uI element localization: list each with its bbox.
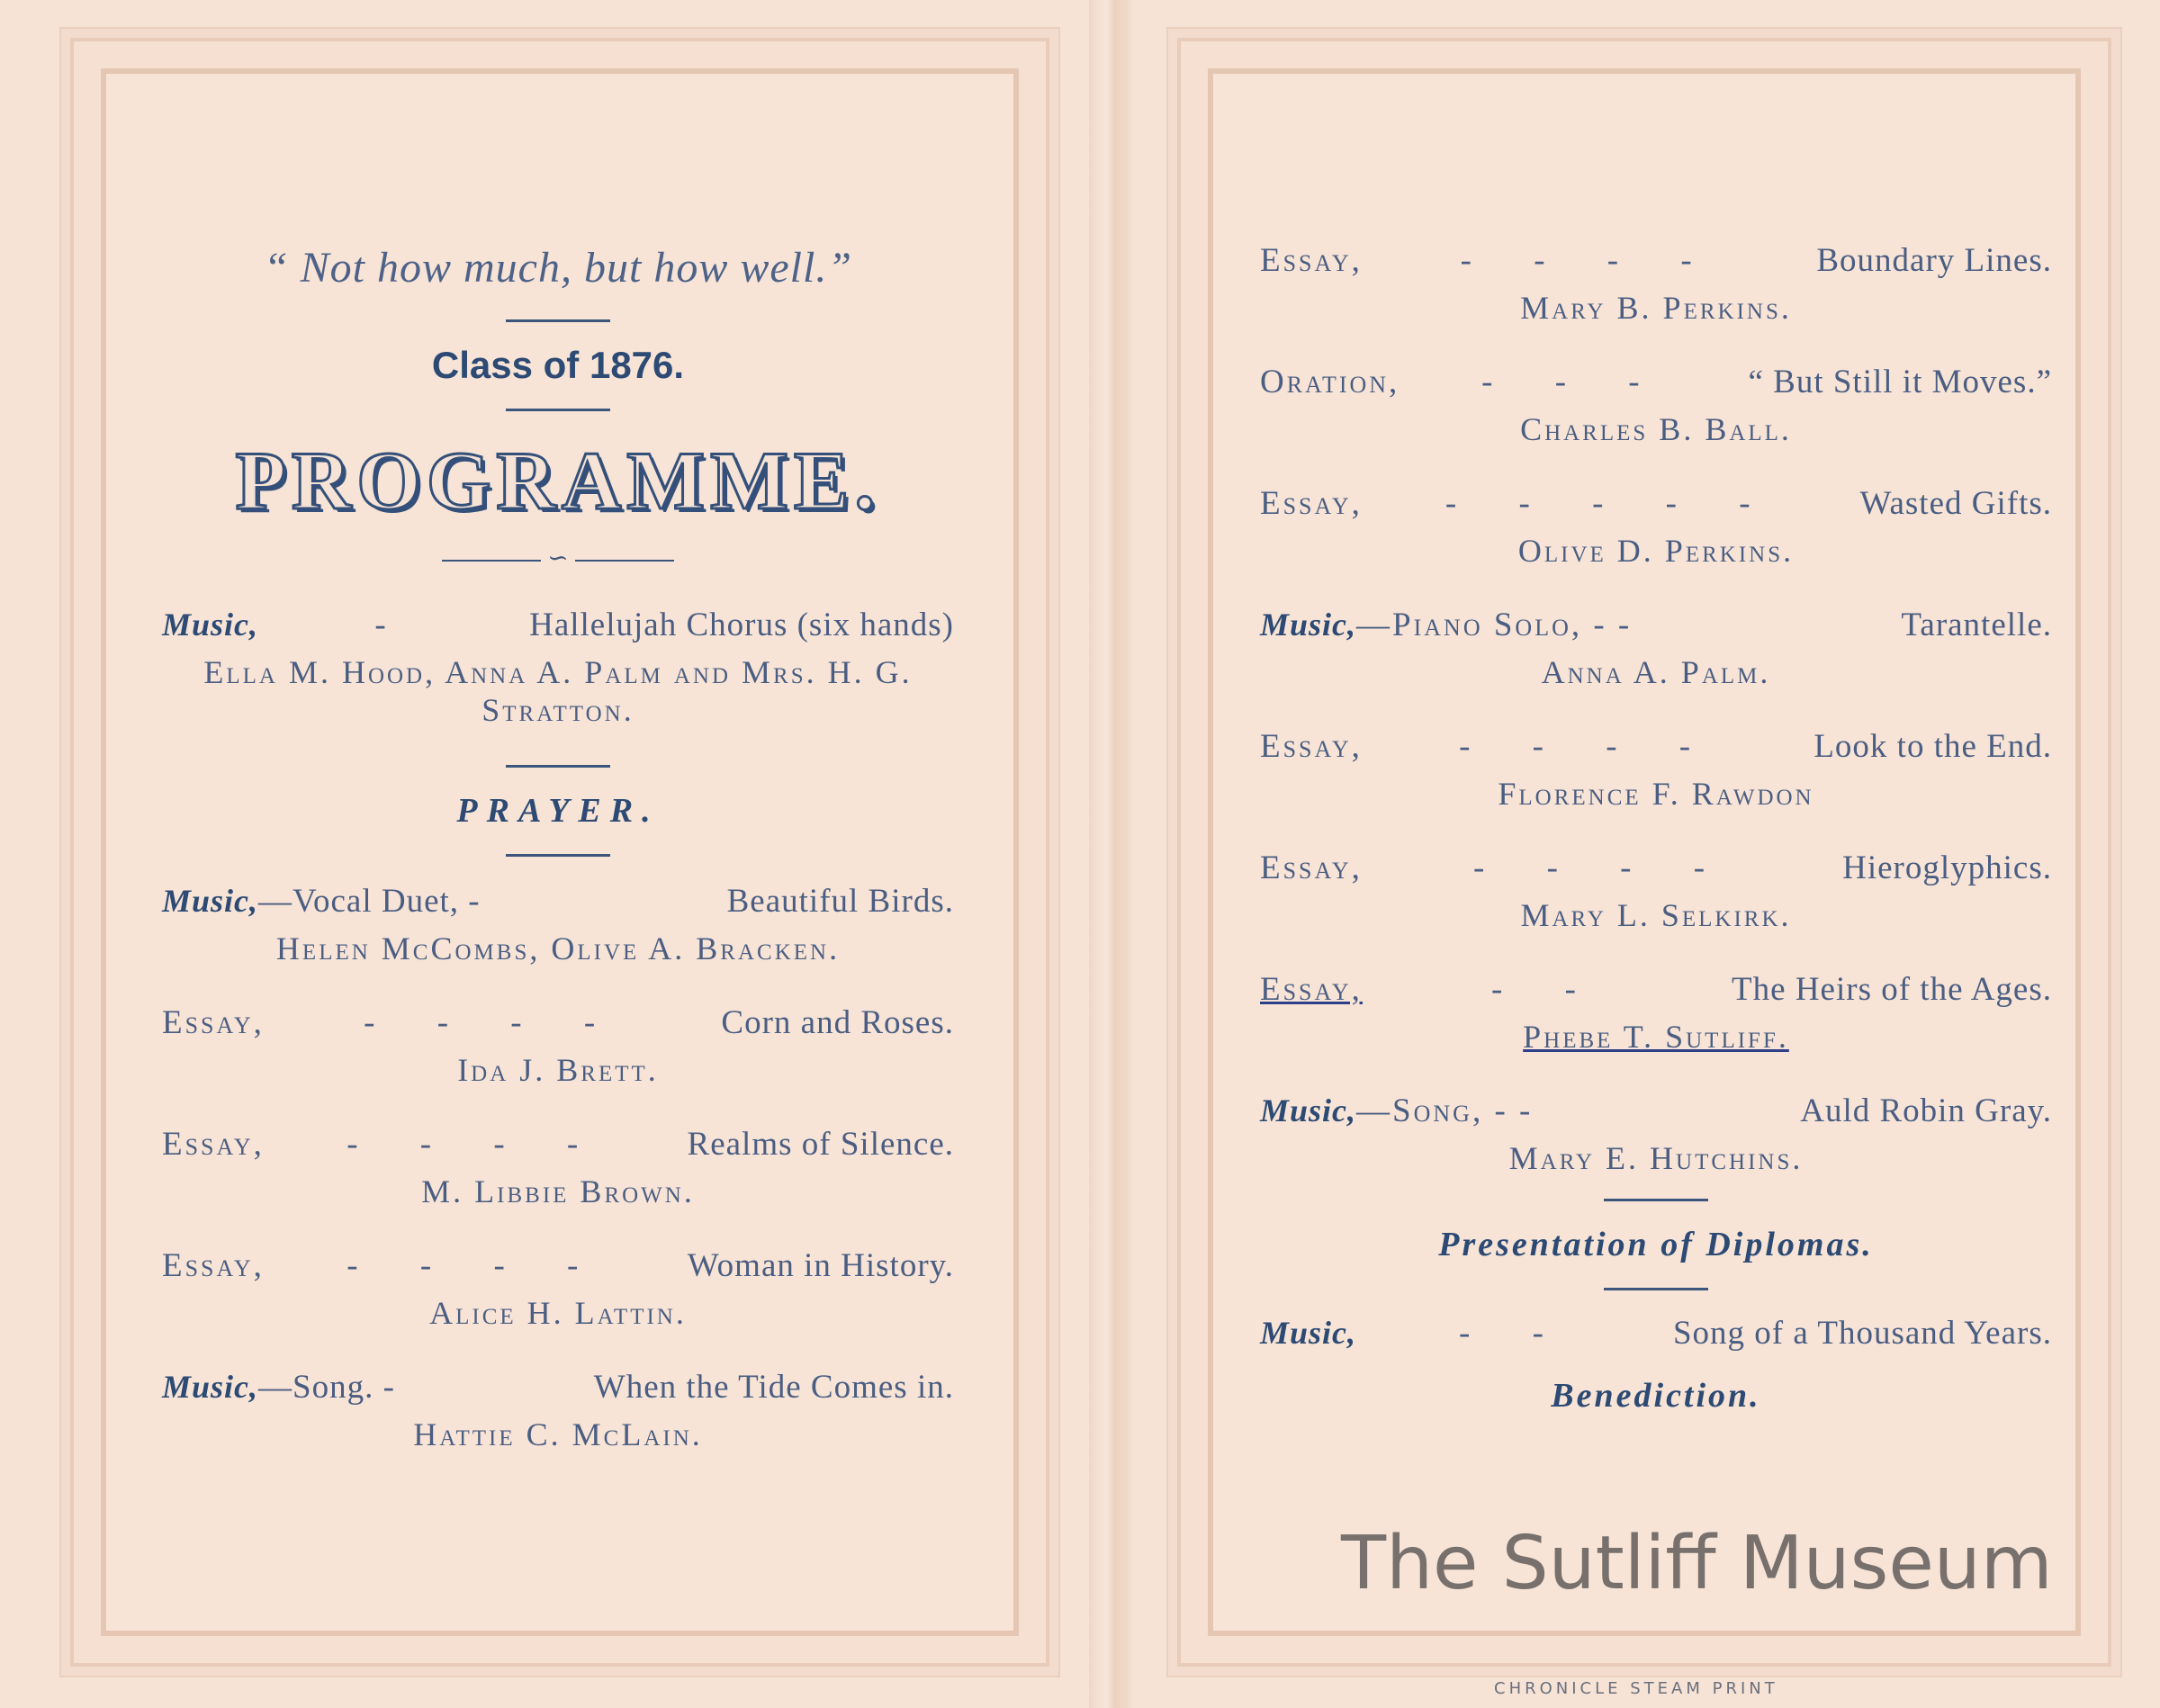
right-page bbox=[1260, 241, 2052, 1439]
item-detail: - - bbox=[1491, 971, 1603, 1008]
divider-rule bbox=[1604, 1288, 1708, 1290]
item-title: Hieroglyphics. bbox=[1842, 850, 2052, 886]
item-title: Wasted Gifts. bbox=[1859, 485, 2052, 522]
item-title: Boundary Lines. bbox=[1816, 242, 2052, 279]
item-performers: Mary B. Perkins. bbox=[1520, 290, 1792, 326]
item-detail: —Vocal Duet, - bbox=[258, 883, 481, 920]
item-title: Look to the End. bbox=[1814, 728, 2052, 765]
item-kind: Essay, bbox=[1260, 850, 1363, 886]
item-detail: —Piano Solo, - - bbox=[1356, 607, 1633, 643]
item-detail: - - - - - bbox=[1444, 485, 1778, 522]
item-detail: - - - - bbox=[364, 1004, 623, 1041]
programme-item bbox=[162, 1246, 954, 1332]
ornament-divider: ∽ bbox=[162, 543, 954, 573]
programme-item bbox=[1260, 1314, 2052, 1353]
item-detail: - - - bbox=[1481, 364, 1667, 400]
programme-item bbox=[162, 1003, 954, 1089]
programme-item bbox=[1260, 363, 2052, 448]
item-detail: - - - - bbox=[1473, 850, 1732, 886]
item-performers: Anna A. Palm. bbox=[1541, 654, 1771, 690]
item-performers: Hattie C. McLain. bbox=[413, 1416, 703, 1452]
item-detail: - - - - bbox=[346, 1247, 606, 1284]
item-kind: Music, bbox=[162, 1369, 259, 1405]
item-performers: Charles B. Ball. bbox=[1520, 411, 1792, 447]
museum-watermark: The Sutliff Museum bbox=[1341, 1521, 2053, 1606]
divider-rule bbox=[506, 319, 610, 322]
divider-rule bbox=[506, 409, 610, 411]
programme-item bbox=[1260, 1092, 2052, 1177]
item-kind: Essay, bbox=[1260, 242, 1363, 279]
item-performers: Mary E. Hutchins. bbox=[1508, 1140, 1804, 1176]
item-kind: Music, bbox=[162, 607, 259, 643]
item-detail: - - - - bbox=[1459, 728, 1718, 765]
item-performers: Florence F. Rawdon bbox=[1498, 776, 1814, 812]
item-title: The Heirs of the Ages. bbox=[1732, 971, 2052, 1008]
item-performers: Ida J. Brett. bbox=[457, 1052, 659, 1088]
item-title: Beautiful Birds. bbox=[726, 883, 954, 920]
benediction-heading: Benediction. bbox=[1551, 1377, 1761, 1415]
item-detail: —Song. - bbox=[258, 1369, 395, 1406]
programme-title: PROGRAMME. bbox=[235, 435, 881, 526]
item-title: When the Tide Comes in. bbox=[593, 1369, 954, 1406]
motto: “ Not how much, but how well.” bbox=[263, 244, 853, 292]
diplomas-heading: Presentation of Diplomas. bbox=[1438, 1226, 1874, 1263]
item-detail: - bbox=[374, 607, 413, 643]
item-detail: —Song, - - bbox=[1356, 1092, 1534, 1129]
programme-item bbox=[1260, 606, 2052, 691]
item-title: Tarantelle. bbox=[1901, 607, 2052, 643]
programme-item bbox=[1260, 970, 2052, 1056]
item-detail: - - bbox=[1459, 1315, 1570, 1352]
item-detail: - - - - bbox=[1460, 242, 1719, 279]
programme-item bbox=[162, 1368, 954, 1453]
item-performers: Ella M. Hood, Anna A. Palm and Mrs. H. G. Stratton. bbox=[203, 654, 913, 728]
item-kind: Music, bbox=[162, 883, 259, 919]
class-title: Class of 1876. bbox=[431, 344, 685, 386]
item-performers: Phebe T. Sutliff. bbox=[1523, 1019, 1789, 1055]
item-kind: Essay, bbox=[162, 1126, 265, 1163]
item-title: Realms of Silence. bbox=[687, 1126, 954, 1163]
programme-item bbox=[1260, 727, 2052, 813]
left-page bbox=[162, 243, 954, 1489]
programme-item bbox=[1260, 849, 2052, 934]
item-title: Corn and Roses. bbox=[721, 1004, 954, 1041]
programme-item bbox=[1260, 484, 2052, 570]
item-kind: Essay, bbox=[1260, 728, 1363, 765]
item-performers: Alice H. Lattin. bbox=[429, 1295, 687, 1331]
item-kind: Oration, bbox=[1260, 364, 1400, 400]
printer-imprint: CHRONICLE STEAM PRINT bbox=[1494, 1679, 1778, 1698]
divider-rule bbox=[1604, 1199, 1708, 1201]
item-title: Woman in History. bbox=[687, 1247, 954, 1284]
item-kind: Music, bbox=[1260, 1092, 1357, 1128]
programme-item bbox=[162, 1125, 954, 1210]
programme-item bbox=[162, 882, 954, 967]
item-title: Auld Robin Gray. bbox=[1800, 1092, 2052, 1129]
item-kind: Essay, bbox=[1260, 485, 1363, 522]
divider-rule bbox=[506, 765, 610, 768]
item-title: “ But Still it Moves.” bbox=[1748, 364, 2052, 400]
item-performers: M. Libbie Brown. bbox=[421, 1173, 695, 1209]
programme-item bbox=[162, 606, 954, 729]
item-kind: Essay, bbox=[1260, 971, 1363, 1008]
item-kind: Music, bbox=[1260, 1315, 1357, 1351]
item-title: Hallelujah Chorus (six hands) bbox=[529, 607, 954, 643]
prayer-heading: PRAYER. bbox=[456, 792, 660, 830]
programme-item bbox=[1260, 241, 2052, 327]
item-kind: Essay, bbox=[162, 1004, 265, 1041]
card-fold bbox=[1089, 0, 1132, 1708]
item-performers: Olive D. Perkins. bbox=[1517, 533, 1795, 569]
item-detail: - - - - bbox=[346, 1126, 606, 1163]
item-performers: Mary L. Selkirk. bbox=[1520, 897, 1792, 933]
item-kind: Essay, bbox=[162, 1247, 265, 1284]
divider-rule bbox=[506, 854, 610, 857]
item-kind: Music, bbox=[1260, 607, 1357, 643]
item-performers: Helen McCombs, Olive A. Bracken. bbox=[275, 930, 841, 966]
item-title: Song of a Thousand Years. bbox=[1672, 1315, 2052, 1352]
